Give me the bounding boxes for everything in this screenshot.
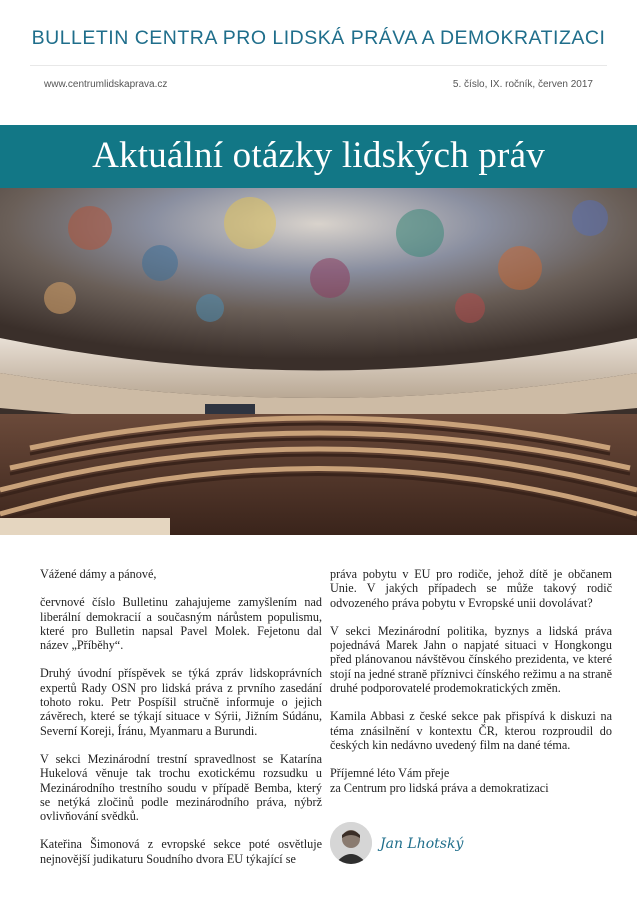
signature-block xyxy=(330,822,612,868)
page-title: Aktuální otázky lidských práv xyxy=(92,135,545,176)
closing-line-organization: za Centrum pro lidská práva a demokratizaci xyxy=(330,780,549,795)
signature: Jan Lhotský xyxy=(380,836,464,852)
paragraph: Kateřina Šimonová z evropské sekce poté osvětluje nejnovější judikaturu Soudního dvora EU týkající se xyxy=(40,837,322,866)
un-human-rights-council-photo xyxy=(0,188,637,535)
article-left-column xyxy=(40,567,322,880)
website-link[interactable]: www.centrumlidskaprava.cz xyxy=(44,79,168,90)
article-right-column xyxy=(330,567,612,795)
header xyxy=(0,0,637,120)
paragraph: Kamila Abbasi z české sekce pak přispívá k diskuzi na téma znásilnění v kontextu ČR, kterou rozproudil do českých kin nedávno uvedený film na dané téma. xyxy=(330,709,612,752)
paragraph: V sekci Mezinárodní trestní spravedlnost se Katarína Hukelová věnuje tak trochu exotickému rozsudku u Mezinárodního trestního soudu v případě Bemba, který se netýká zločinů podle mezinárodního práva, nýbrž ovlivňování svědků. xyxy=(40,751,322,824)
header-divider xyxy=(30,65,607,66)
greeting: Vážené dámy a pánové, xyxy=(40,567,157,581)
paragraph: Druhý úvodní příspěvek se týká zpráv lidskoprávních expertů Rady OSN pro lidská práva z prvního zasedání tohoto roku. Petr Pospíšil stručně informuje o jejich závěrech, které se týkají situace v Sýrii, Jižním Súdánu, Severní Koreji, Íránu, Myanmaru a Burundi. xyxy=(40,666,322,738)
closing-line: Příjemné léto Vám přeje xyxy=(330,766,450,781)
assembly-hall-illustration xyxy=(0,188,637,535)
avatar xyxy=(330,822,372,864)
paragraph: V sekci Mezinárodní politika, byznys a lidská práva pojednává Marek Jahn o napjaté situaci v Hongkongu před plánovanou návštěvou čínského prezidenta, ve které stojí na jedné straně příznivci čínského režimu a na straně druhé podporovatelé prodemokratických změn. xyxy=(330,623,612,696)
bulletin-title: BULLETIN CENTRA PRO LIDSKÁ PRÁVA A DEMOKRATIZACI xyxy=(31,27,606,49)
issue-info: 5. číslo, IX. ročník, červen 2017 xyxy=(452,79,593,90)
paragraph: červnové číslo Bulletinu zahajujeme zamyšlením nad liberální demokracií a současným nárůstem populismu, které pro Bulletin napsal Pavel Molek. Fejetonu dal název „Příběhy“. xyxy=(40,595,322,653)
paragraph: práva pobytu v EU pro rodiče, jehož dítě je občanem Unie. V jakých případech se může takový rodič odvozeného práva pobytu v Evropské unii dovolávat? xyxy=(330,567,612,610)
title-banner xyxy=(0,125,637,188)
